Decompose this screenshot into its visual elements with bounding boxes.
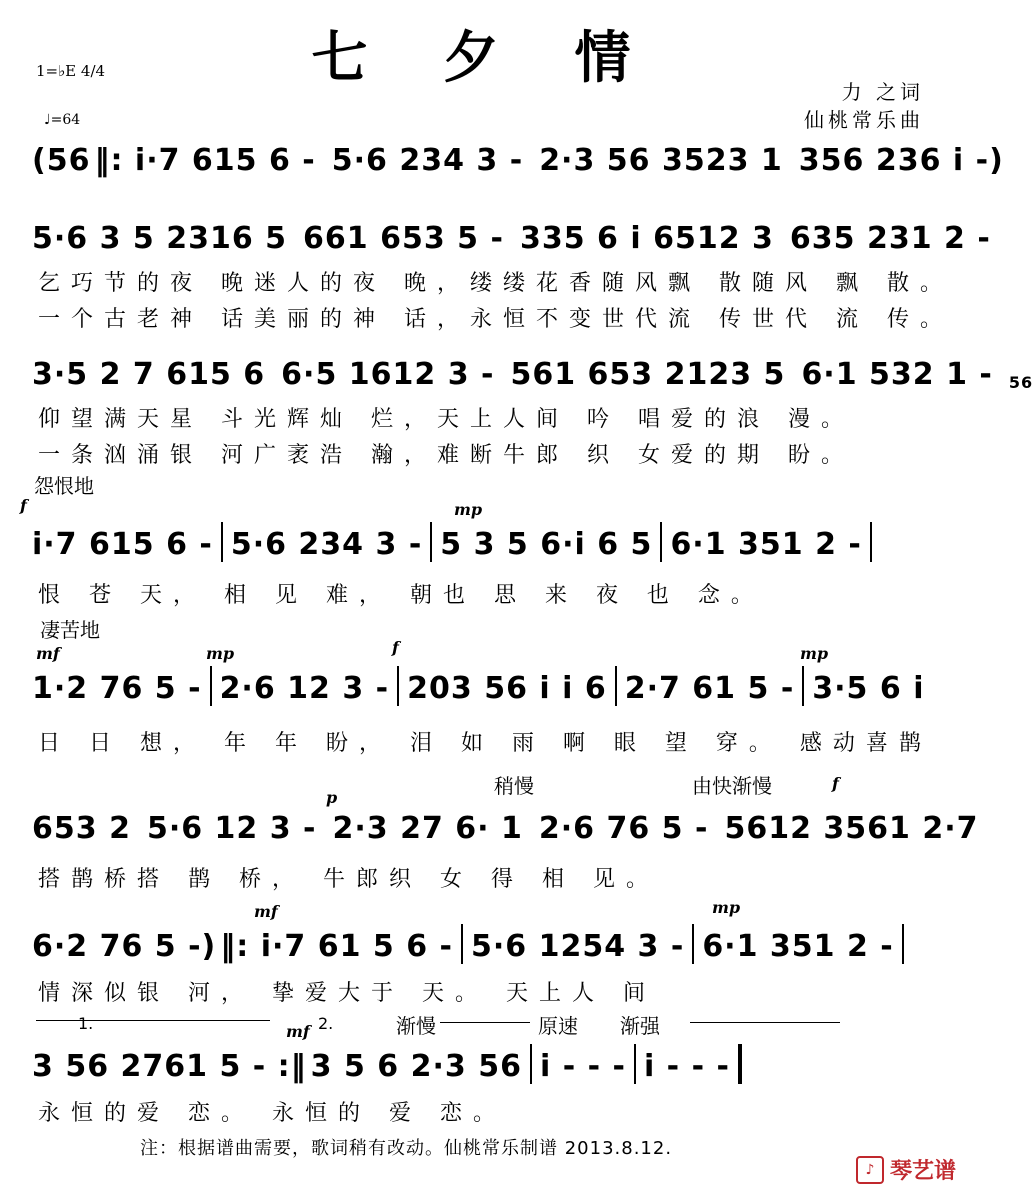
barline: [902, 924, 904, 964]
measure: 2·7 61 5 -: [624, 671, 795, 706]
measure: 653 2: [32, 811, 131, 846]
notation-row-3: [30, 352, 1034, 392]
notation-row-1: [30, 138, 1004, 178]
measure: 6·2 76 5 -): [32, 929, 217, 964]
expression-mark: 原速: [538, 1014, 578, 1038]
expression-mark: 凄苦地: [40, 618, 100, 642]
footnote: 注：根据谱曲需要，歌词稍有改动。仙桃常乐制谱 2013.8.12.: [140, 1138, 673, 1159]
dynamic-mark: mf: [254, 902, 278, 921]
measure: 661 653 5 -: [303, 221, 504, 256]
measure: 6·1 351 2 -: [670, 527, 862, 562]
measure: 3 5 6 2·3 56: [310, 1049, 522, 1084]
lyricist-credit: 力 之词: [841, 80, 924, 104]
expression-mark: 渐慢: [396, 1014, 436, 1038]
barline: [615, 666, 617, 706]
measure: 561 653 2123 5: [510, 357, 786, 392]
measure: ‖: i·7 615 6 -: [94, 143, 316, 178]
barline: [461, 924, 463, 964]
tempo-marking: ♩=64: [44, 112, 81, 128]
measure: 6·1 351 2 -: [702, 929, 894, 964]
expression-mark: 渐强: [620, 1014, 660, 1038]
dynamic-mark: mf: [286, 1022, 310, 1041]
measure: 5·6 234 3 -: [230, 527, 423, 562]
measure: 2·3 27 6· 1: [332, 811, 523, 846]
barline: [430, 522, 432, 562]
notation-row-7: [30, 924, 930, 964]
watermark-text: 琴艺谱: [889, 1159, 956, 1184]
composer-credit: 仙桃常乐曲: [804, 108, 924, 132]
barline: [692, 924, 694, 964]
cresc-line: [690, 1022, 840, 1023]
notation-row-5: [30, 666, 930, 706]
lyric-line: 日 日 想， 年 年 盼， 泪 如 雨 啊 眼 望 穿。 感动喜鹊: [38, 731, 932, 756]
expression-mark: 稍慢: [494, 774, 534, 798]
measure: 1·2 76 5 -: [32, 671, 202, 706]
expression-mark: 怨恨地: [34, 474, 94, 498]
barline: [634, 1044, 636, 1084]
lyric-line: 乞巧节的夜 晚迷人的夜 晚，缕缕花香随风飘 散随风 飘 散。: [38, 271, 953, 296]
dynamic-mark: mf: [36, 644, 60, 663]
dynamic-mark: mp: [712, 898, 741, 917]
expression-mark: 由快渐慢: [692, 774, 772, 798]
key-signature: 1=♭E 4/4: [36, 62, 106, 80]
measure: 5·6 234 3 -: [331, 143, 524, 178]
barline: [397, 666, 399, 706]
measure: 2·3 56 3523 1: [539, 143, 783, 178]
ending-1-bracket: [36, 1020, 270, 1021]
measure: i·7 615 6 -: [32, 527, 213, 562]
dynamic-mark: f: [832, 774, 839, 793]
lyric-line: 一条汹涌银 河广袤浩 瀚，难断牛郎 织 女爱的期 盼。: [38, 443, 854, 468]
barline: [210, 666, 212, 706]
measure: 6·1 532 1 -: [801, 357, 993, 392]
watermark-logo: [856, 1154, 956, 1185]
logo-icon: ♪: [856, 1156, 884, 1184]
ending-1-label: 1.: [78, 1014, 94, 1033]
measure: 2·6 12 3 -: [219, 671, 390, 706]
measure: 5 3 5 6·i 6 5: [440, 527, 653, 562]
final-barline: [738, 1044, 742, 1084]
measure: 3·5 6 i: [812, 671, 925, 706]
measure: 6·5 1612 3 -: [281, 357, 495, 392]
dynamic-mark: f: [392, 638, 399, 657]
barline: [660, 522, 662, 562]
lyric-line: 仰望满天星 斗光辉灿 烂，天上人间 吟 唱爱的浪 漫。: [38, 407, 854, 432]
measure-group: 56: [1008, 373, 1034, 392]
measure: 635 231 2 -: [789, 221, 991, 256]
lyric-line: 情深似银 河， 挚爱大于 天。 天上人 间: [38, 981, 656, 1006]
dynamic-mark: mp: [206, 644, 235, 663]
ending-2-label: 2.: [318, 1014, 334, 1033]
measure-group: (56: [32, 143, 91, 178]
measure: ‖: i·7 61 5 6 -: [220, 929, 453, 964]
notation-row-4: [30, 522, 930, 562]
barline: [802, 666, 804, 706]
measure: 335 6 i 6512 3: [519, 221, 774, 256]
song-title: 七 夕 情: [311, 25, 659, 91]
measure: 5·6 1254 3 -: [471, 929, 685, 964]
dynamic-mark: mp: [800, 644, 829, 663]
dynamic-mark: p: [326, 788, 338, 807]
measure: 2·6 76 5 -: [538, 811, 709, 846]
notation-row-8: [30, 1044, 930, 1084]
barline: [870, 522, 872, 562]
dynamic-mark: f: [20, 496, 27, 515]
measure: 5612 3561 2·7: [724, 811, 979, 846]
lyric-line: 搭鹊桥搭 鹊 桥， 牛郎织 女 得 相 见。: [38, 867, 659, 892]
measure: 5·6 3 5 2316 5: [32, 221, 288, 256]
measure: 356 236 i -): [798, 143, 1004, 178]
dynamic-mark: mp: [454, 500, 483, 519]
lyric-line: 恨 苍 天， 相 见 难， 朝也 思 来 夜 也 念。: [38, 583, 764, 608]
rit-line: [440, 1022, 530, 1023]
measure: 5·6 12 3 -: [146, 811, 317, 846]
measure: 3 56 2761 5 - :‖: [32, 1049, 307, 1084]
measure: i - - -: [643, 1049, 730, 1084]
lyric-line: 一个古老神 话美丽的神 话，永恒不变世代流 传世代 流 传。: [38, 307, 953, 332]
lyric-line: 永恒的爱 恋。 永恒的 爱 恋。: [38, 1101, 506, 1126]
notation-row-6: [30, 806, 979, 846]
barline: [530, 1044, 532, 1084]
measure: i - - -: [539, 1049, 626, 1084]
measure: 203 56 i i 6: [407, 671, 607, 706]
measure: 3·5 2 7 615 6: [32, 357, 266, 392]
notation-row-2: [30, 216, 991, 256]
barline: [221, 522, 223, 562]
